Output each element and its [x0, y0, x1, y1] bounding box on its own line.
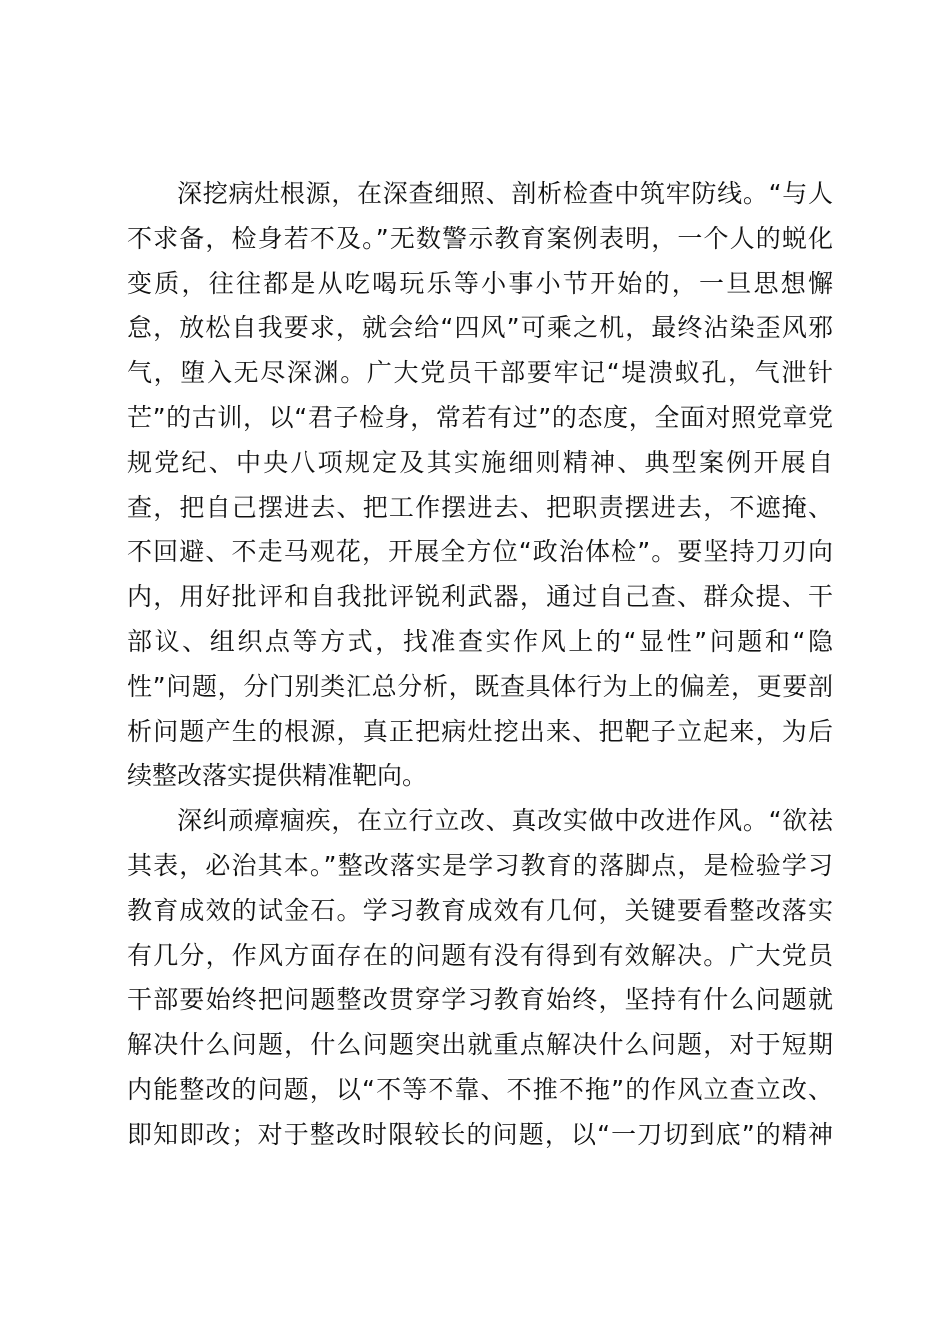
text-line: 其表，必治其本。”整改落实是学习教育的落脚点，是检验学习 [127, 850, 833, 880]
text-line: 深纠顽瘴痼疾，在立行立改、真改实做中改进作风。“欲祛 [177, 806, 833, 836]
text-line: 不回避、不走马观花，开展全方位“政治体检”。要坚持刀刃向 [127, 537, 833, 567]
body-text [127, 172, 833, 1158]
text-line: 气，堕入无尽深渊。广大党员干部要牢记“堤溃蚁孔，气泄针 [127, 358, 833, 388]
text-line: 有几分，作风方面存在的问题有没有得到有效解决。广大党员 [127, 940, 833, 970]
text-line: 芒”的古训，以“君子检身，常若有过”的态度，全面对照党章党 [127, 402, 833, 432]
text-line: 内能整改的问题，以“不等不靠、不推不拖”的作风立查立改、 [127, 1074, 833, 1104]
text-line: 变质，往往都是从吃喝玩乐等小事小节开始的，一旦思想懈 [127, 268, 833, 298]
text-line: 解决什么问题，什么问题突出就重点解决什么问题，对于短期 [127, 1030, 833, 1060]
text-line: 怠，放松自我要求，就会给“四风”可乘之机，最终沾染歪风邪 [127, 313, 833, 343]
text-line: 内，用好批评和自我批评锐利武器，通过自己查、群众提、干 [127, 582, 833, 612]
text-line: 即知即改；对于整改时限较长的问题，以“一刀切到底”的精神 [127, 1119, 833, 1149]
paragraph-2 [127, 799, 833, 1157]
text-line: 部议、组织点等方式，找准查实作风上的“显性”问题和“隐 [127, 626, 833, 656]
text-line: 续整改落实提供精准靶向。 [127, 761, 428, 791]
text-line: 深挖病灶根源，在深查细照、剖析检查中筑牢防线。“与人 [177, 179, 833, 208]
text-line: 规党纪、中央八项规定及其实施细则精神、典型案例开展自 [127, 447, 833, 477]
paragraph-1 [127, 172, 833, 799]
text-line: 干部要始终把问题整改贯穿学习教育始终，坚持有什么问题就 [127, 985, 833, 1015]
text-line: 不求备，检身若不及。”无数警示教育案例表明，一个人的蜕化 [127, 223, 833, 253]
text-line: 性”问题，分门别类汇总分析，既查具体行为上的偏差，更要剖 [127, 671, 833, 701]
text-line: 查，把自己摆进去、把工作摆进去、把职责摆进去，不遮掩、 [127, 492, 833, 522]
text-line: 析问题产生的根源，真正把病灶挖出来、把靶子立起来，为后 [127, 716, 833, 746]
text-line: 教育成效的试金石。学习教育成效有几何，关键要看整改落实 [127, 895, 833, 925]
